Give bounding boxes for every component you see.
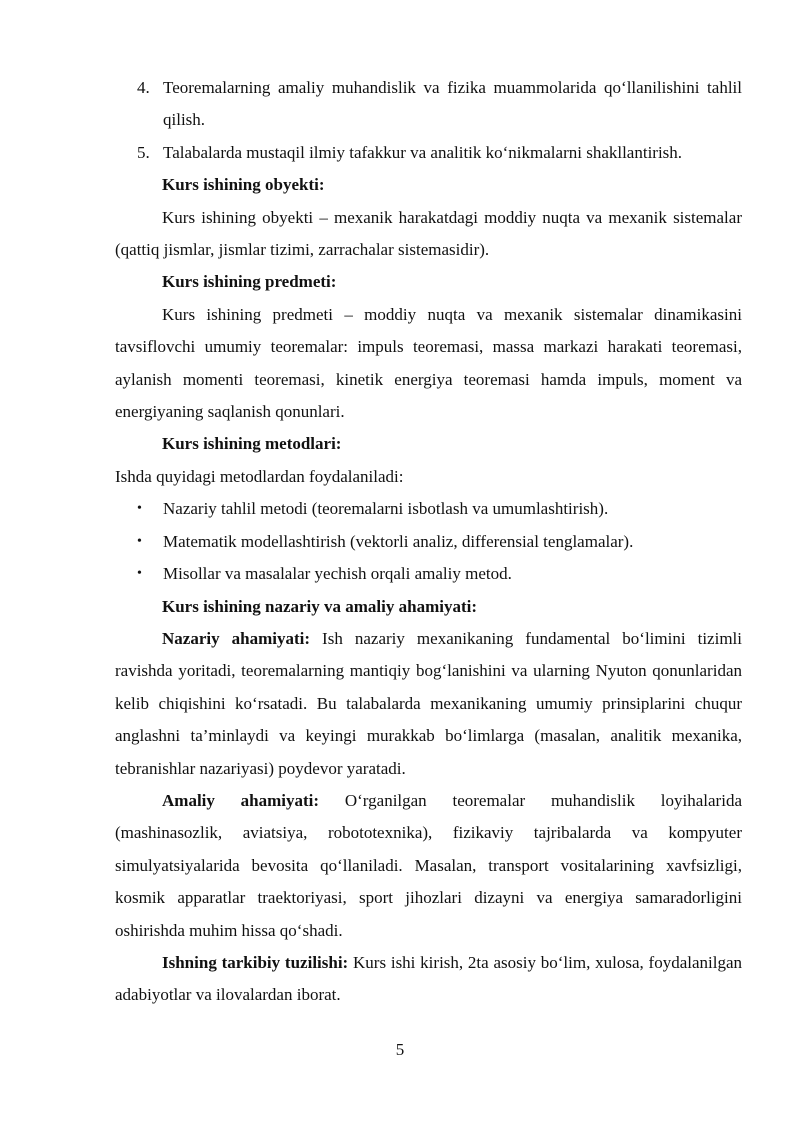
- list-text: Talabalarda mustaqil ilmiy tafakkur va analitik ko‘nikmalarni shakllantirish.: [163, 142, 683, 162]
- nazariy-label: Nazariy ahamiyati:: [162, 628, 311, 648]
- list-text: Teoremalarning amaliy muhandislik va fizika muammolarida qo‘llanilishini tahlil qilish.: [163, 78, 742, 130]
- section-heading-ahamiyat: Kurs ishining nazariy va amaliy ahamiyati:: [162, 596, 477, 616]
- amaliy-label: Amaliy ahamiyati:: [162, 790, 320, 810]
- section-heading-metodlar: Kurs ishining metodlari:: [162, 434, 342, 454]
- bullet-symbol: •: [137, 566, 142, 582]
- tuzilish-label: Ishning tarkibiy tuzilishi:: [162, 952, 349, 972]
- paragraph-metodlar-intro: Ishda quyidagi metodlardan foydalaniladi:: [115, 466, 404, 486]
- list-item: [137, 137, 742, 169]
- bullet-text: Matematik modellashtirish (vektorli analiz, differensial tenglamalar).: [163, 531, 634, 551]
- tuzilish-text: Kurs ishi kirish, 2ta asosiy bo‘lim, xulosa, foydalanilgan adabiyotlar va ilovalardan iborat.: [115, 952, 742, 1005]
- bullet-item: [137, 558, 742, 590]
- bullet-symbol: •: [137, 533, 142, 549]
- bullet-item: [137, 526, 742, 558]
- section-heading-obyekt: Kurs ishining obyekti:: [162, 175, 325, 195]
- paragraph-predmet: Kurs ishining predmeti – moddiy nuqta va mexanik sistemalar dinamikasini tavsiflovchi umumiy teoremalar: impuls teoremasi, massa markazi harakati teoremasi, aylanish momenti teoremasi, kinetik energiya teoremasi hamda impuls, moment va energiyaning saqlanish qonunlari.: [115, 304, 742, 422]
- bullet-symbol: •: [137, 501, 142, 517]
- page-number: 5: [395, 1040, 405, 1059]
- paragraph-obyekt: Kurs ishining obyekti – mexanik harakatdagi moddiy nuqta va mexanik sistemalar (qattiq jismlar, jismlar tizimi, zarrachalar sistemasidir).: [115, 207, 742, 260]
- paragraph-amaliy: [115, 785, 742, 947]
- nazariy-text: Ish nazariy mexanikaning fundamental bo‘limini tizimli ravishda yoritadi, teoremalarning mantiqiy bog‘lanishini va ularning Nyuton qonunlaridan kelib chiqishini ko‘rsatadi. Bu talabalarda mexanikaning umumiy prinsiplarini chuqur anglashni ta’minlaydi va keyingi murakkab bo‘limlarga (masalan, analitik mexanika, tebranishlar nazariyasi) poydevor yaratadi.: [115, 628, 742, 778]
- list-number: 4.: [137, 78, 150, 97]
- list-number: 5.: [137, 142, 150, 162]
- amaliy-text: O‘rganilgan teoremalar muhandislik loyihalarida (mashinasozlik, aviatsiya, robototexnika), fizikaviy tajribalarda va kompyuter simulyatsiyalarida bevosita qo‘llaniladi. Masalan, transport vositalarining xavfsizligi, kosmik apparatlar traektoriyasi, sport jihozlari dizayni va energiya samaradorligini oshirishda muhim hissa qo‘shadi.: [115, 790, 742, 940]
- page-content: [115, 72, 742, 1012]
- bullet-text: Misollar va masalalar yechish orqali amaliy metod.: [163, 564, 512, 584]
- paragraph-nazariy: [115, 623, 742, 785]
- paragraph-tuzilish: [115, 947, 742, 1012]
- bullet-text: Nazariy tahlil metodi (teoremalarni isbotlash va umumlashtirish).: [163, 499, 609, 519]
- list-item: [137, 72, 742, 137]
- section-heading-predmet: Kurs ishining predmeti:: [162, 272, 337, 292]
- bullet-item: [137, 493, 742, 525]
